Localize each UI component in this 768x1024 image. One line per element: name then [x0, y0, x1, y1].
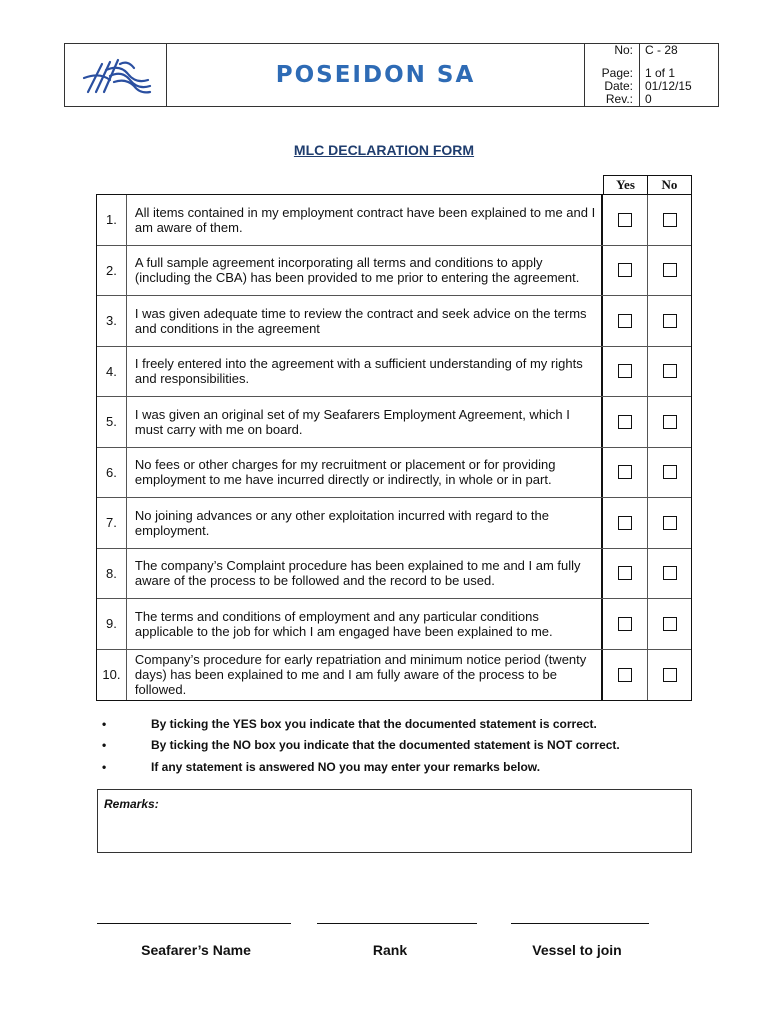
- yes-no-header: [603, 175, 692, 195]
- no-checkbox[interactable]: [663, 465, 677, 479]
- row-number: 10.: [97, 650, 127, 701]
- vessel-label: Vessel to join: [532, 942, 622, 958]
- no-checkbox[interactable]: [663, 617, 677, 631]
- yes-checkbox[interactable]: [618, 617, 632, 631]
- yes-column-header: Yes: [604, 176, 648, 194]
- table-row: [97, 246, 691, 297]
- note-item: [102, 756, 620, 778]
- signature-line-vessel: [511, 923, 649, 924]
- instruction-notes: [102, 713, 620, 778]
- meta-value-date: 01/12/15: [645, 79, 692, 93]
- seafarer-name-label: Seafarer’s Name: [141, 942, 251, 958]
- table-row: [97, 650, 691, 701]
- bullet-icon: •: [102, 716, 107, 731]
- note-text: By ticking the NO box you indicate that the documented statement is NOT correct.: [151, 738, 620, 753]
- no-checkbox[interactable]: [663, 314, 677, 328]
- row-number: 4.: [97, 347, 127, 397]
- meta-label-date: Date:: [604, 79, 633, 93]
- company-name: POSEIDON SA: [275, 62, 476, 88]
- row-number: 6.: [97, 448, 127, 498]
- no-checkbox[interactable]: [663, 668, 677, 682]
- rank-label: Rank: [372, 942, 408, 958]
- note-item: [102, 735, 620, 757]
- note-text: If any statement is answered NO you may enter your remarks below.: [151, 759, 541, 774]
- no-checkbox[interactable]: [663, 516, 677, 530]
- row-number: 9.: [97, 599, 127, 649]
- row-statement: All items contained in my employment contract have been explained to me and I am aware of them.: [127, 195, 603, 245]
- meta-label-no: No:: [614, 43, 633, 57]
- yes-checkbox[interactable]: [618, 213, 632, 227]
- logo-cell: [65, 44, 167, 106]
- table-row: [97, 599, 691, 650]
- yes-checkbox[interactable]: [618, 415, 632, 429]
- row-statement: I freely entered into the agreement with a sufficient understanding of my rights and responsibilities.: [127, 347, 603, 397]
- no-checkbox[interactable]: [663, 364, 677, 378]
- remarks-label: Remarks:: [104, 797, 159, 811]
- note-item: [102, 713, 620, 735]
- row-number: 2.: [97, 246, 127, 296]
- meta-values: [640, 44, 718, 106]
- table-row: [97, 397, 691, 448]
- table-row: [97, 195, 691, 246]
- meta-label-page: Page:: [601, 66, 633, 80]
- row-statement: I was given adequate time to review the contract and seek advice on the terms and conditions in the agreement: [127, 296, 603, 346]
- company-cell: [167, 44, 584, 106]
- row-statement: A full sample agreement incorporating all terms and conditions to apply (including the CBA) has been provided to me prior to entering the agreement.: [127, 246, 603, 296]
- document-header: [64, 43, 719, 107]
- table-row: [97, 448, 691, 499]
- bullet-icon: •: [102, 738, 107, 753]
- row-number: 1.: [97, 195, 127, 245]
- meta-value-rev: 0: [645, 92, 652, 106]
- row-statement: I was given an original set of my Seafarers Employment Agreement, which I must carry with me on board.: [127, 397, 603, 447]
- bullet-icon: •: [102, 759, 107, 774]
- table-row: [97, 347, 691, 398]
- row-number: 3.: [97, 296, 127, 346]
- row-number: 5.: [97, 397, 127, 447]
- meta-label-rev: Rev.:: [605, 92, 633, 106]
- note-text: By ticking the YES box you indicate that the documented statement is correct.: [151, 716, 597, 731]
- no-checkbox[interactable]: [663, 415, 677, 429]
- company-logo-icon: [76, 50, 156, 100]
- row-statement: No joining advances or any other exploitation incurred with regard to the employment.: [127, 498, 603, 548]
- table-row: [97, 498, 691, 549]
- row-number: 7.: [97, 498, 127, 548]
- declaration-table: [96, 194, 692, 701]
- meta-value-no: C - 28: [645, 43, 678, 57]
- form-title: MLC DECLARATION FORM: [293, 142, 475, 158]
- yes-checkbox[interactable]: [618, 516, 632, 530]
- no-checkbox[interactable]: [663, 213, 677, 227]
- yes-checkbox[interactable]: [618, 465, 632, 479]
- table-row: [97, 549, 691, 600]
- row-statement: The terms and conditions of employment and any particular conditions applicable to the job for which I am engaged have been explained to me.: [127, 599, 603, 649]
- no-column-header: No: [661, 177, 678, 192]
- row-statement: No fees or other charges for my recruitment or placement or for providing employment to me have incurred directly or indirectly, in whole or in part.: [127, 448, 603, 498]
- yes-checkbox[interactable]: [618, 314, 632, 328]
- yes-checkbox[interactable]: [618, 668, 632, 682]
- signature-line-rank: [317, 923, 477, 924]
- yes-checkbox[interactable]: [618, 364, 632, 378]
- yes-checkbox[interactable]: [618, 566, 632, 580]
- yes-checkbox[interactable]: [618, 263, 632, 277]
- signature-line-name: [97, 923, 291, 924]
- table-row: [97, 296, 691, 347]
- meta-value-page: 1 of 1: [645, 66, 676, 80]
- meta-labels: [584, 44, 640, 106]
- no-checkbox[interactable]: [663, 566, 677, 580]
- no-checkbox[interactable]: [663, 263, 677, 277]
- row-statement: The company’s Complaint procedure has been explained to me and I am fully aware of the process to be followed and the record to be used.: [127, 549, 603, 599]
- row-statement: Company’s procedure for early repatriation and minimum notice period (twenty days) has been explained to me and I am fully aware of the process to be followed.: [127, 650, 603, 701]
- row-number: 8.: [97, 549, 127, 599]
- remarks-field[interactable]: [97, 789, 692, 853]
